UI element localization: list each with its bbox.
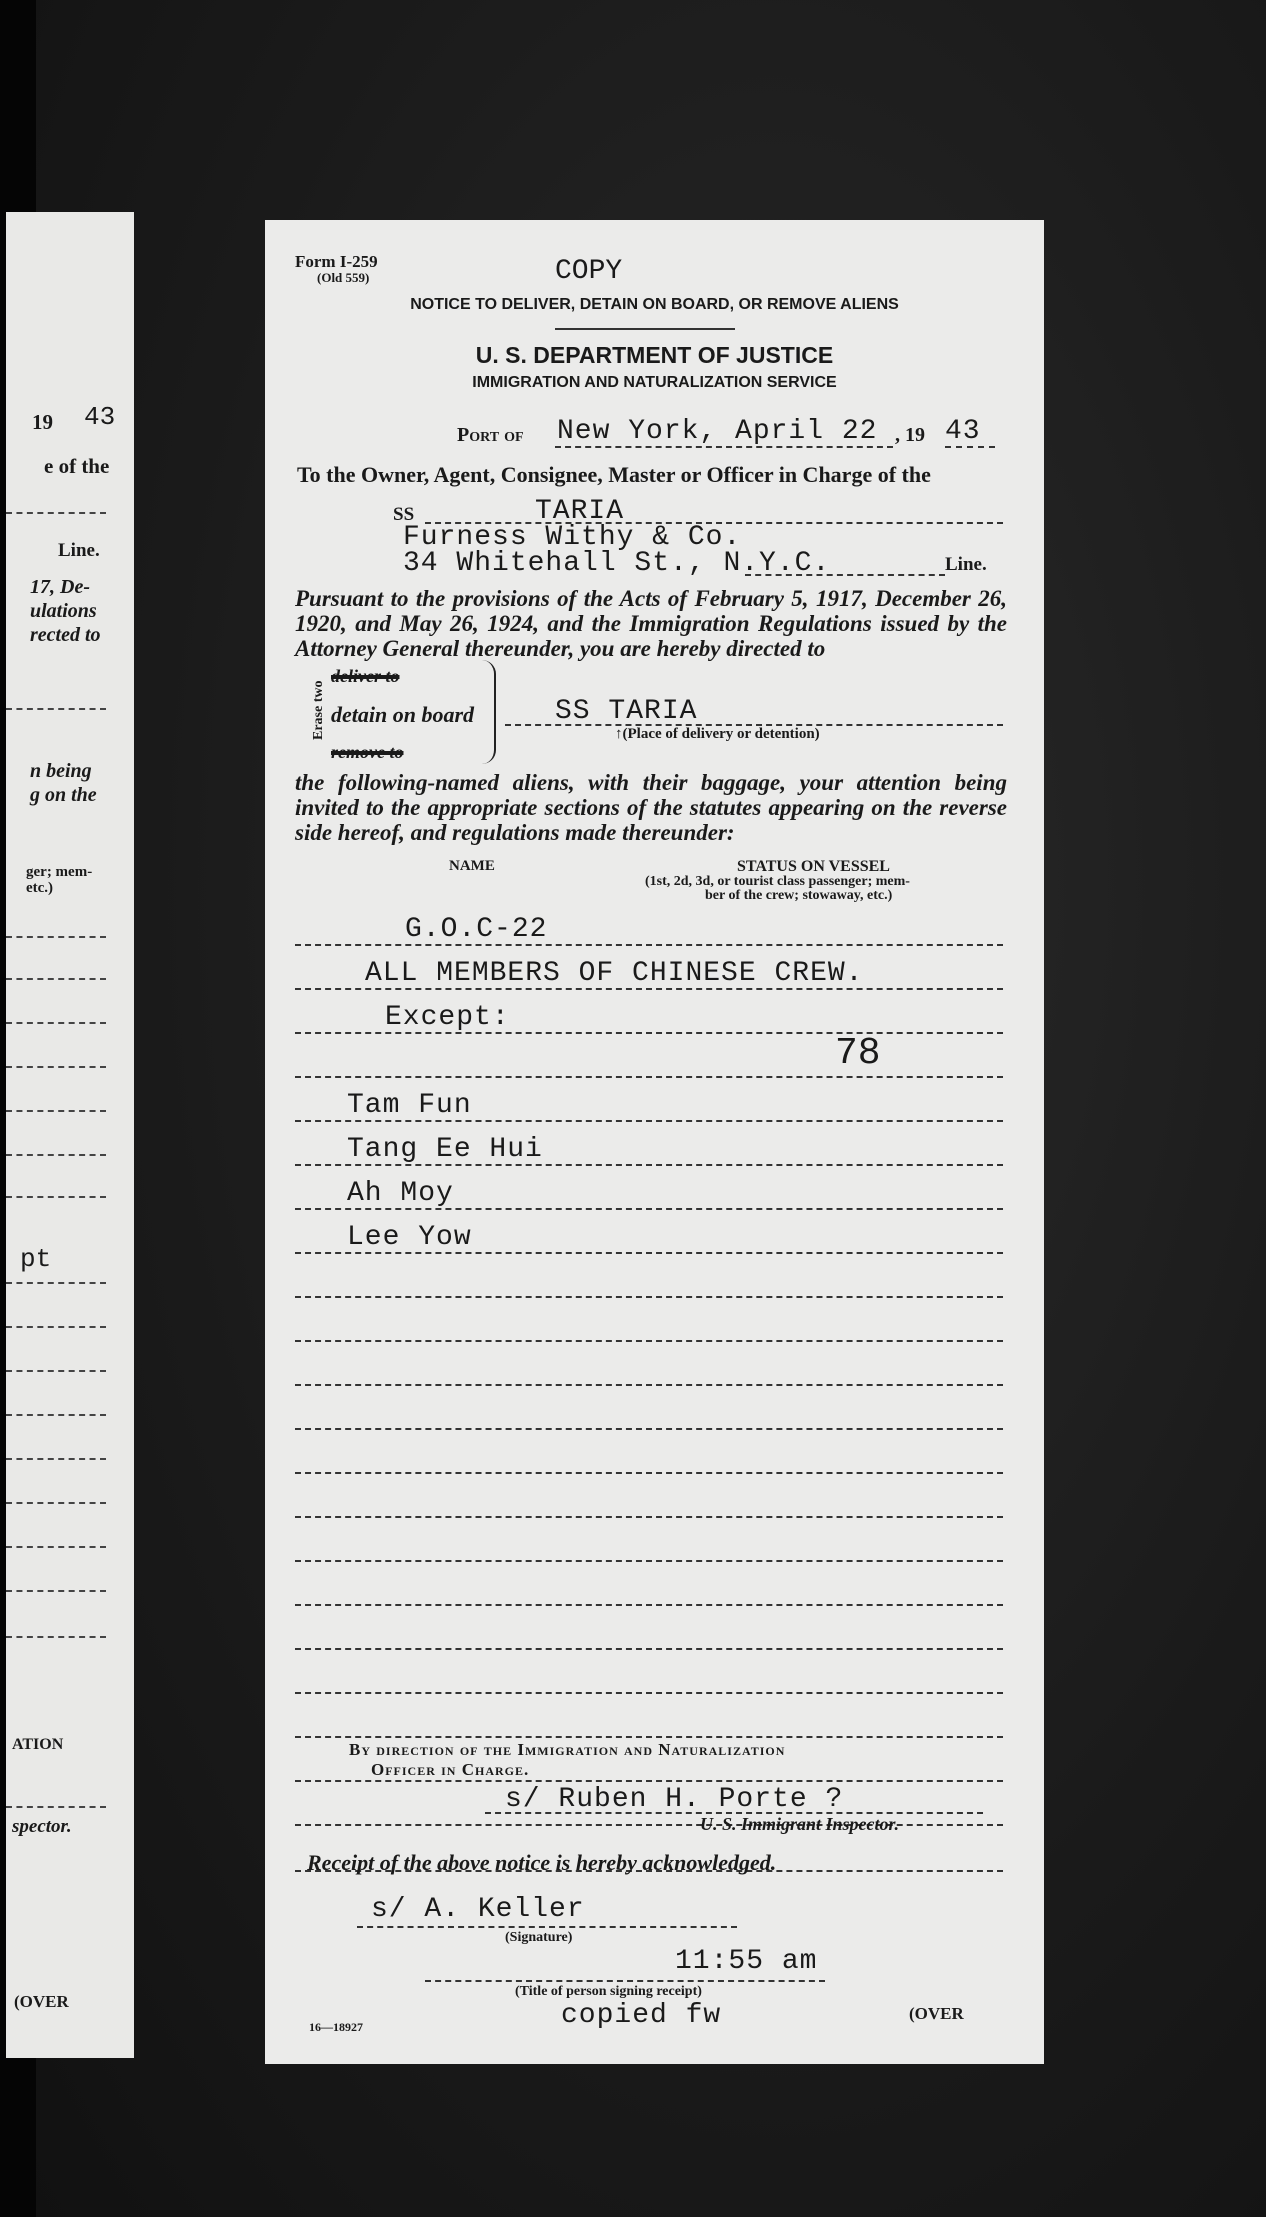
left-frag-2: ulations <box>30 600 97 622</box>
title-line <box>425 1980 825 1982</box>
direction-line-2: Officer in Charge. <box>371 1760 530 1779</box>
inspector-title: U. S. Immigrant Inspector. <box>700 1814 900 1834</box>
name-column-header: NAME <box>449 858 495 874</box>
entry-name-3[interactable]: Ah Moy <box>347 1178 454 1209</box>
left-typed-fragment: pt <box>20 1244 52 1274</box>
entry-line <box>295 944 1003 946</box>
addressee-line: To the Owner, Agent, Consignee, Master or Officer in Charge of the <box>297 462 931 487</box>
entry-line <box>295 1076 1003 1078</box>
left-year: 43 <box>84 402 116 432</box>
left-frag-7: etc.) <box>26 880 54 896</box>
left-line-label: Line. <box>58 540 100 561</box>
left-rule <box>6 512 106 514</box>
left-of-the: e of the <box>44 454 110 478</box>
left-rule <box>6 708 106 710</box>
year-value[interactable]: 43 <box>945 416 981 447</box>
left-frag-5: g on the <box>30 784 97 806</box>
left-over: (OVER <box>14 1992 69 2011</box>
signature-line-2 <box>357 1926 737 1928</box>
entry-line <box>295 1736 1003 1738</box>
agent-address[interactable]: 34 Whitehall St., N.Y.C. <box>403 548 831 579</box>
signature-caption: (Signature) <box>505 1930 573 1945</box>
department-heading: U. S. DEPARTMENT OF JUSTICE <box>475 342 834 368</box>
pursuant-paragraph: Pursuant to the provisions of the Acts of February 5, 1917, December 26, 1920, and May 26, 1924, and the Immigration Regulations issued by the Attorney General thereunder, you are hereby directed to <box>295 586 1007 661</box>
option-remove-struck: remove to <box>331 742 404 762</box>
left-rule <box>6 1502 106 1504</box>
left-rule <box>6 1590 106 1592</box>
title-caption: (Title of person signing receipt) <box>515 1984 702 1999</box>
handwritten-number: 78 <box>835 1032 881 1075</box>
receipt-acknowledgement: Receipt of the above notice is hereby acknowledged. <box>307 1850 777 1875</box>
status-sub-1: (1st, 2d, 3d, or tourist class passenger; mem- <box>645 874 910 889</box>
entry-line <box>295 1384 1003 1386</box>
entry-line <box>295 1604 1003 1606</box>
ss-label: SS <box>393 504 415 525</box>
ship-name[interactable]: TARIA <box>535 496 625 527</box>
erase-two-note: Erase two <box>311 680 326 740</box>
service-heading: IMMIGRATION AND NATURALIZATION SERVICE <box>472 374 837 391</box>
left-rule <box>6 1326 106 1328</box>
form-number: Form I-259 <box>295 252 378 271</box>
left-rule <box>6 1022 106 1024</box>
agent-name[interactable]: Furness Withy & Co. <box>403 522 742 553</box>
form-i259-page <box>265 220 1044 2064</box>
adjacent-page-fragment <box>6 212 134 2058</box>
left-rule <box>6 1806 106 1808</box>
title-rule <box>555 328 735 330</box>
left-year-prefix: 19 <box>32 410 53 434</box>
copy-stamp: COPY <box>555 256 623 287</box>
left-rule <box>6 1370 106 1372</box>
left-rule <box>6 978 106 980</box>
status-column-header: STATUS ON VESSEL <box>737 858 890 875</box>
entry-g-o-c[interactable]: G.O.C-22 <box>405 914 548 945</box>
left-rule <box>6 1154 106 1156</box>
entry-line <box>295 1692 1003 1694</box>
entry-line <box>295 1516 1003 1518</box>
left-rule <box>6 1636 106 1638</box>
left-rule <box>6 1414 106 1416</box>
line-label: Line. <box>945 554 987 575</box>
entry-all-crew[interactable]: ALL MEMBERS OF CHINESE CREW. <box>365 958 864 989</box>
left-rule <box>6 1458 106 1460</box>
year-prefix: , 19 <box>895 424 925 446</box>
left-rule <box>6 936 106 938</box>
entry-line <box>295 1340 1003 1342</box>
option-detain-on-board: detain on board <box>331 702 475 727</box>
left-rule <box>6 1110 106 1112</box>
old-form-number: (Old 559) <box>317 270 370 285</box>
left-frag-4: n being <box>30 760 92 782</box>
place-value[interactable]: SS TARIA <box>555 696 698 727</box>
entry-name-1[interactable]: Tam Fun <box>347 1090 472 1121</box>
entry-line <box>295 1560 1003 1562</box>
left-inspector: spector. <box>12 1816 72 1837</box>
over-note: (OVER <box>909 2004 964 2023</box>
left-ation: ATION <box>12 1736 64 1753</box>
entry-line <box>295 1428 1003 1430</box>
port-value[interactable]: New York, April 22 <box>557 416 878 447</box>
receipt-time[interactable]: 11:55 am <box>675 1946 818 1977</box>
left-rule <box>6 1196 106 1198</box>
port-label: Port of <box>457 424 524 446</box>
entry-except[interactable]: Except: <box>385 1002 510 1033</box>
options-bracket <box>478 660 496 764</box>
agent-field-line <box>745 574 945 576</box>
entry-line <box>295 1472 1003 1474</box>
left-rule <box>6 1066 106 1068</box>
left-frag-1: 17, De- <box>30 576 90 598</box>
option-deliver-struck: deliver to <box>331 666 400 686</box>
entry-line <box>295 1648 1003 1650</box>
entry-name-4[interactable]: Lee Yow <box>347 1222 472 1253</box>
entry-line <box>295 1296 1003 1298</box>
receipt-signature[interactable]: s/ A. Keller <box>371 1894 585 1925</box>
entry-name-2[interactable]: Tang Ee Hui <box>347 1134 543 1165</box>
copied-note: copied fw <box>561 2000 722 2031</box>
entry-line <box>295 1780 1003 1782</box>
inspector-signature[interactable]: s/ Ruben H. Porte ? <box>505 1784 844 1815</box>
following-paragraph: the following-named aliens, with their baggage, your attention being invited to the appropriate sections of the statutes appearing on the reverse side hereof, and regulations made thereunder: <box>295 770 1007 845</box>
notice-title: NOTICE TO DELIVER, DETAIN ON BOARD, OR REMOVE ALIENS <box>410 296 899 313</box>
left-rule <box>6 1546 106 1548</box>
left-rule <box>6 1282 106 1284</box>
direction-line-1: By direction of the Immigration and Naturalization <box>349 1740 786 1759</box>
place-caption: ↑(Place of delivery or detention) <box>615 726 820 742</box>
left-frag-3: rected to <box>30 624 101 646</box>
print-code: 16—18927 <box>309 2020 363 2034</box>
left-frag-6: ger; mem- <box>26 864 93 880</box>
status-sub-2: ber of the crew; stowaway, etc.) <box>705 888 893 903</box>
